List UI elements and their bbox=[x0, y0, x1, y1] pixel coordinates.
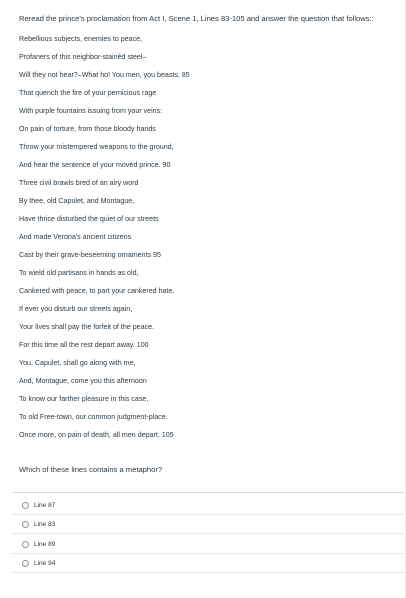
poem-line: Once more, on pain of death, all men depart. 105 bbox=[19, 431, 174, 439]
radio-button[interactable] bbox=[22, 560, 29, 567]
poem-line: Will they not hear?–What ho! You men, you beasts, 85 bbox=[19, 71, 190, 79]
poem-line: If ever you disturb our streets again, bbox=[19, 305, 133, 313]
radio-button[interactable] bbox=[22, 521, 29, 528]
poem-line: To know our farther pleasure in this case, bbox=[19, 395, 149, 403]
answer-option-line-94[interactable] bbox=[12, 554, 406, 573]
answer-label: Line 87 bbox=[34, 501, 56, 509]
poem-line: Three civil brawls bred of an airy word bbox=[19, 179, 139, 187]
poem-line: And made Verona's ancient citizens bbox=[19, 233, 132, 241]
poem-line: Have thrice disturbed the quiet of our streets bbox=[19, 215, 159, 223]
radio-button[interactable] bbox=[22, 502, 29, 509]
question-prompt: Which of these lines contains a metaphor? bbox=[19, 465, 163, 474]
answer-label: Line 89 bbox=[34, 540, 56, 548]
poem-line: Rebellious subjects, enemies to peace, bbox=[19, 35, 143, 43]
radio-button[interactable] bbox=[22, 541, 29, 548]
poem-line: That quench the fire of your pernicious rage bbox=[19, 89, 157, 97]
answer-label: Line 83 bbox=[34, 520, 56, 528]
poem-line: Your lives shall pay the forfeit of the peace. bbox=[19, 323, 154, 331]
poem-line: By thee, old Capulet, and Montague, bbox=[19, 197, 135, 205]
answer-label: Line 94 bbox=[34, 559, 56, 567]
poem-line: Profaners of this neighbor-stainèd steel– bbox=[19, 53, 147, 61]
poem-line: And hear the sentence of your movèd prince. 90 bbox=[19, 161, 171, 169]
answer-option-line-87[interactable] bbox=[12, 496, 406, 515]
poem-line: With purple fountains issuing from your veins: bbox=[19, 107, 163, 115]
answer-option-line-83[interactable] bbox=[12, 515, 406, 534]
poem-line: Throw your mistempered weapons to the ground, bbox=[19, 143, 174, 151]
poem-line: Cast by their grave-beseeming ornaments 95 bbox=[19, 251, 161, 259]
poem-line: To old Free-town, our common judgment-place. bbox=[19, 413, 168, 421]
poem-line: To wield old partisans in hands as old, bbox=[19, 269, 139, 277]
poem-line: On pain of torture, from those bloody hands bbox=[19, 125, 156, 133]
poem-line: And, Montague, come you this afternoon bbox=[19, 377, 147, 385]
answer-option-line-89[interactable] bbox=[12, 535, 406, 554]
poem-line: Cankered with peace, to part your cankered hate. bbox=[19, 287, 175, 295]
answers-divider bbox=[12, 492, 406, 493]
question-intro: Reread the prince's proclamation from Act I, Scene 1, Lines 83-105 and answer the question that follows:: bbox=[19, 14, 374, 23]
poem-line: You, Capulet, shall go along with me, bbox=[19, 359, 136, 367]
poem-line: For this time all the rest depart away. 100 bbox=[19, 341, 149, 349]
